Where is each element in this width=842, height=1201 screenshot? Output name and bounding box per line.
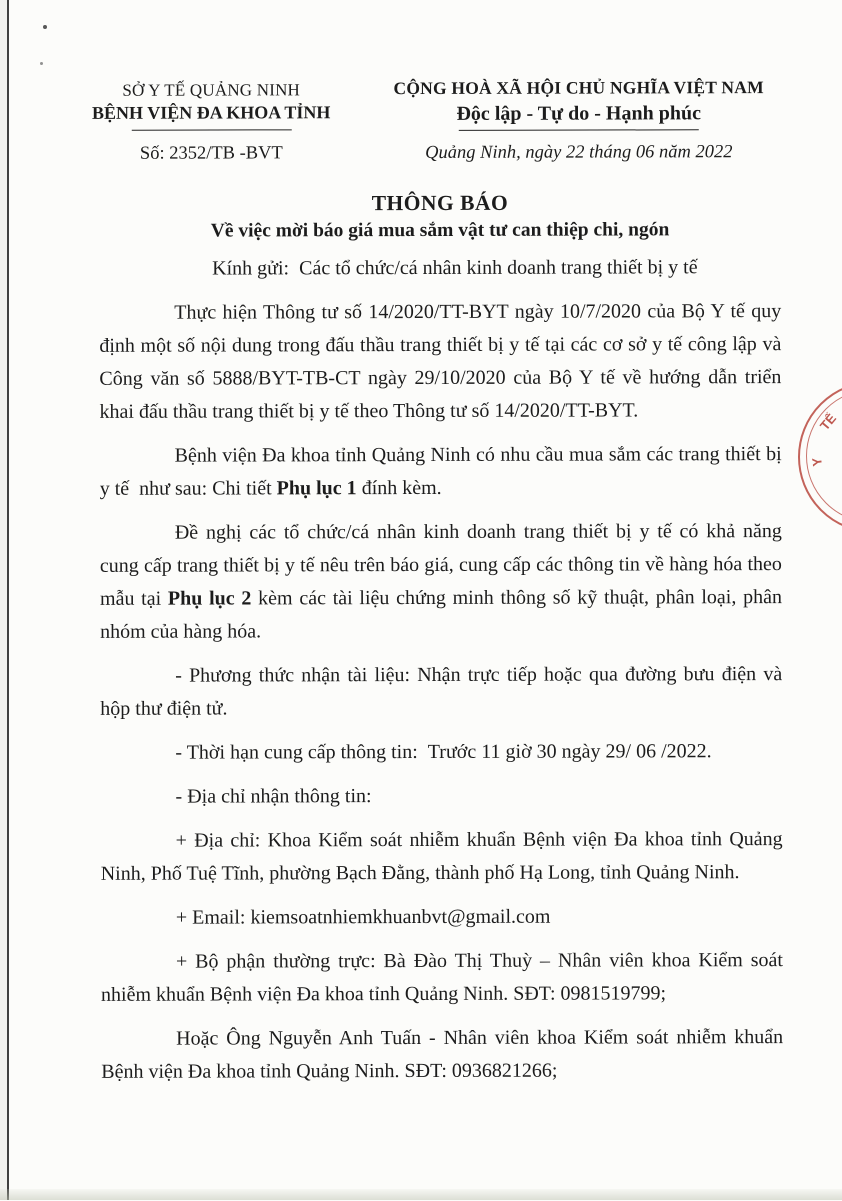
org-parent-name: SỞ Y TẾ QUẢNG NINH (122, 80, 301, 100)
title-block (99, 190, 781, 243)
place-dateline: Quảng Ninh, ngày 22 tháng 06 năm 2022 (425, 142, 733, 163)
bold-text: Phụ lục 1 (276, 477, 357, 500)
org-underline (131, 129, 291, 130)
text-segment: Thực hiện Thông tư số 14/2020/TT-BYT ngày 10/7/2020 của Bộ Y tế quy định một số nội dung trong đấu thầu trang thiết bị y tế tại các cơ sở y tế công lập và Công văn số 5888/BYT-TB-CT ngày 29/10/2020 của Bộ Y tế về hướng dẫn triển khai đấu thầu trang thiết bị y tế theo Thông tư số 14/2020/TT-BYT. (99, 300, 782, 423)
document-number: Số: 2352/TB -BVT (139, 143, 283, 164)
text-segment: - Phương thức nhận tài liệu: Nhận trực tiếp hoặc qua đường bưu điện và hộp thư điện tử. (100, 663, 783, 720)
text-segment: đính kèm. (356, 476, 442, 500)
paragraph (99, 295, 781, 429)
paragraph (100, 735, 782, 770)
paragraph (101, 823, 783, 891)
issuing-org-block (84, 80, 339, 165)
document-body (99, 251, 783, 1100)
document-subtitle: Về việc mời báo giá mua sắm vật tư can thiệp chi, ngón (210, 219, 670, 242)
stamp-text: Y (809, 456, 825, 468)
paragraph (99, 251, 781, 286)
motto-underline (459, 129, 699, 131)
paragraph (101, 1021, 783, 1089)
text-segment: Đề nghị các tổ chức/cá nhân kinh doanh trang thiết bị y tế có khả năng cung cấp trang thiết bị y tế nêu trên báo giá, cung cấp các thông tin về hàng hóa theo mẫu tại (99, 520, 782, 610)
national-motto: Độc lập - Tự do - Hạnh phúc (456, 102, 701, 125)
paragraph (100, 438, 782, 506)
text-segment: kèm các tài liệu chứng minh thông số kỹ thuật, phân loại, phân nhóm của hàng hóa. (100, 586, 783, 643)
text-segment: + Bộ phận thường trực: Bà Đào Thị Thuỳ – Nhân viên khoa Kiểm soát nhiễm khuẩn Bệnh viện Đa khoa tỉnh Quảng Ninh. SĐT: 0981519799; (101, 949, 783, 1006)
text-segment: Hoặc Ông Nguyễn Anh Tuấn - Nhân viên khoa Kiểm soát nhiễm khuẩn Bệnh viện Đa khoa tỉnh Quảng Ninh. SĐT: 0936821266; (101, 1026, 784, 1083)
national-header-block (374, 77, 784, 164)
text-segment: - Thời hạn cung cấp thông tin: Trước 11 giờ 30 ngày 29/ 06 /2022. (175, 740, 712, 764)
document-title: THÔNG BÁO (371, 190, 509, 216)
bold-text: Phụ lục 2 (167, 587, 252, 610)
paragraph (101, 900, 783, 935)
text-segment: Kính gửi: Các tổ chức/cá nhân kinh doanh trang thiết bị y tế (212, 256, 698, 280)
text-segment: + Địa chỉ: Khoa Kiểm soát nhiễm khuẩn Bệnh viện Đa khoa tỉnh Quảng Ninh, Phố Tuệ Tĩnh, phường Bạch Đằng, thành phố Hạ Long, tỉnh Quảng Ninh. (100, 828, 783, 885)
text-segment: - Địa chỉ nhận thông tin: (175, 785, 372, 808)
text-segment: Bệnh viện Đa khoa tỉnh Quảng Ninh có nhu cầu mua sắm các trang thiết bị y tế như sau: Chi tiết (99, 443, 782, 500)
paragraph (100, 658, 782, 726)
stamp-text: TẾ (816, 410, 840, 434)
paragraph (100, 779, 782, 814)
text-segment: + Email: kiemsoatnhiemkhuanbvt@gmail.com (175, 905, 551, 929)
national-title: CỘNG HOÀ XÃ HỘI CHỦ NGHĨA VIỆT NAM (393, 77, 764, 99)
paragraph (100, 515, 782, 649)
paragraph (101, 944, 783, 1012)
org-name: BỆNH VIỆN ĐA KHOA TỈNH (91, 101, 331, 123)
